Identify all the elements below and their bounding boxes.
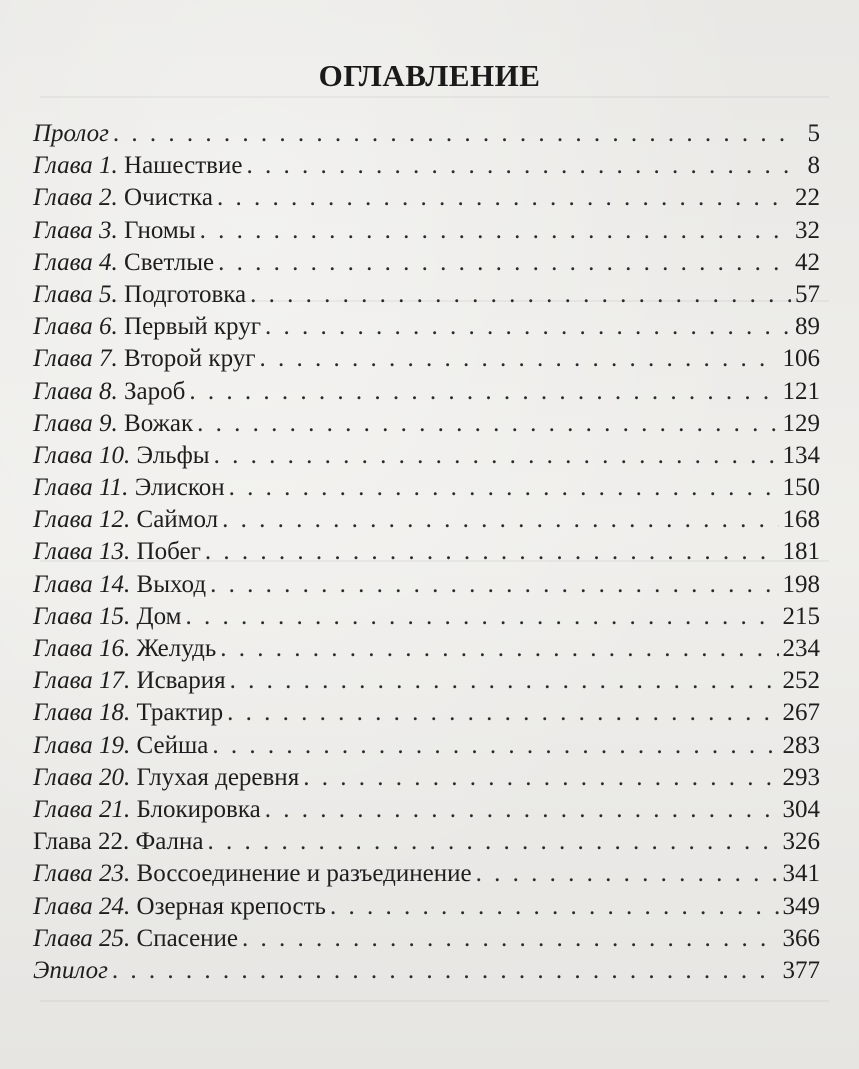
toc-entry-title xyxy=(33,826,204,858)
chapter-name: Светлые xyxy=(124,248,215,276)
dot-leader xyxy=(214,440,779,472)
page-number: 8 xyxy=(807,152,820,180)
dot-leader xyxy=(189,376,778,408)
table-of-contents xyxy=(33,118,820,987)
dot-leader xyxy=(242,923,778,955)
page-number: 349 xyxy=(782,892,820,920)
toc-entry-title xyxy=(33,311,261,343)
toc-entry-title xyxy=(33,118,109,150)
toc-entry xyxy=(33,826,820,858)
toc-entry xyxy=(33,923,820,955)
bleed-through-line xyxy=(40,96,829,98)
page-number: 129 xyxy=(782,409,820,437)
dot-leader xyxy=(212,730,778,762)
page-number: 168 xyxy=(782,506,820,534)
chapter-label: Глава 13. xyxy=(33,538,131,566)
toc-entry xyxy=(33,697,820,729)
toc-entry xyxy=(33,601,820,633)
toc-entry-title xyxy=(33,730,208,762)
chapter-name: Сейша xyxy=(136,731,209,759)
chapter-label: Глава 15. xyxy=(33,602,131,630)
toc-entry-title xyxy=(33,215,196,247)
chapter-name: Глухая деревня xyxy=(136,763,300,791)
toc-entry xyxy=(33,247,820,279)
page-number: 106 xyxy=(782,345,820,373)
chapter-label: Глава 17. xyxy=(33,667,131,695)
dot-leader xyxy=(112,955,779,987)
toc-entry-title xyxy=(33,762,299,794)
dot-leader xyxy=(230,665,779,697)
chapter-label: Глава 10. xyxy=(33,441,131,469)
chapter-name: Очистка xyxy=(124,184,213,212)
page-number: 293 xyxy=(782,763,820,791)
toc-entry-title xyxy=(33,697,223,729)
chapter-name: Эльфы xyxy=(136,441,210,469)
toc-entry xyxy=(33,891,820,923)
chapter-name: Зароб xyxy=(124,377,186,405)
toc-entry xyxy=(33,440,820,472)
dot-leader xyxy=(210,569,778,601)
toc-entry xyxy=(33,730,820,762)
toc-entry-title xyxy=(33,440,210,472)
page-number: 304 xyxy=(782,795,820,823)
chapter-name: Второй круг xyxy=(124,345,256,373)
toc-entry xyxy=(33,536,820,568)
toc-entry-title xyxy=(33,504,218,536)
dot-leader xyxy=(205,536,779,568)
chapter-label: Глава 7. xyxy=(33,345,118,373)
page-number: 22 xyxy=(795,184,820,212)
page-number: 366 xyxy=(782,924,820,952)
toc-entry-title xyxy=(33,182,213,214)
chapter-name: Спасение xyxy=(136,924,239,952)
chapter-name: Блокировка xyxy=(136,795,261,823)
chapter-name: Подготовка xyxy=(124,280,247,308)
dot-leader xyxy=(246,150,796,182)
chapter-label: Глава 19. xyxy=(33,731,131,759)
chapter-label: Глава 22. xyxy=(33,828,130,856)
page-number: 267 xyxy=(782,699,820,727)
bleed-through-line xyxy=(40,1000,829,1002)
chapter-name: Побег xyxy=(136,538,201,566)
chapter-label: Глава 20. xyxy=(33,763,131,791)
chapter-name: Желудь xyxy=(136,635,217,662)
chapter-label: Глава 23. xyxy=(33,860,131,888)
chapter-name: Фална xyxy=(135,828,204,856)
dot-leader xyxy=(229,472,779,504)
page-number: 5 xyxy=(807,120,820,147)
chapter-label: Глава 18. xyxy=(33,699,131,727)
page-number: 134 xyxy=(782,441,820,469)
dot-leader xyxy=(250,279,791,311)
chapter-label: Глава 12. xyxy=(33,506,131,534)
chapter-name: Элискон xyxy=(134,474,225,502)
chapter-name: Воссоединение и разъединение xyxy=(136,860,472,888)
page-number: 377 xyxy=(782,956,820,984)
toc-entry xyxy=(33,472,820,504)
chapter-name: Саймол xyxy=(136,506,219,534)
chapter-label: Глава 11. xyxy=(33,474,129,502)
chapter-label: Глава 3. xyxy=(33,216,118,244)
dot-leader xyxy=(217,182,791,214)
toc-entry-title xyxy=(33,601,181,633)
page-number: 181 xyxy=(782,538,820,566)
chapter-label: Глава 21. xyxy=(33,795,131,823)
toc-entry-title xyxy=(33,665,226,697)
page-number: 341 xyxy=(782,860,820,888)
dot-leader xyxy=(265,794,779,826)
toc-entry xyxy=(33,955,820,987)
toc-entry xyxy=(33,633,820,665)
dot-leader xyxy=(113,118,796,150)
toc-entry xyxy=(33,794,820,826)
toc-entry xyxy=(33,762,820,794)
toc-entry-title xyxy=(33,923,238,955)
chapter-name: Исвария xyxy=(136,667,226,695)
chapter-name: Дом xyxy=(136,602,182,630)
page-number: 215 xyxy=(782,602,820,630)
page-number: 32 xyxy=(795,216,820,244)
dot-leader xyxy=(476,858,779,890)
dot-leader xyxy=(208,826,779,858)
toc-entry-title xyxy=(33,569,206,601)
chapter-label: Глава 25. xyxy=(33,924,131,952)
chapter-label: Глава 5. xyxy=(33,280,118,308)
chapter-label: Глава 4. xyxy=(33,248,118,276)
dot-leader xyxy=(218,247,791,279)
chapter-name: Нашествие xyxy=(124,152,243,180)
toc-entry-title xyxy=(33,891,326,923)
page-number: 198 xyxy=(782,570,820,598)
toc-entry xyxy=(33,504,820,536)
page-number: 121 xyxy=(782,377,820,405)
chapter-name: Озерная крепость xyxy=(136,892,326,920)
chapter-label: Глава 2. xyxy=(33,184,118,212)
toc-entry xyxy=(33,569,820,601)
chapter-label: Глава 8. xyxy=(33,377,118,405)
dot-leader xyxy=(303,762,778,794)
page-number: 252 xyxy=(782,667,820,695)
chapter-label: Пролог xyxy=(33,120,109,147)
toc-entry-title xyxy=(33,633,216,665)
chapter-name: Гномы xyxy=(124,216,196,244)
dot-leader xyxy=(197,408,778,440)
dot-leader xyxy=(227,697,778,729)
toc-entry-title xyxy=(33,858,472,890)
toc-entry xyxy=(33,408,820,440)
dot-leader xyxy=(185,601,778,633)
chapter-label: Эпилог xyxy=(33,956,108,984)
toc-entry xyxy=(33,215,820,247)
toc-entry xyxy=(33,665,820,697)
toc-entry xyxy=(33,150,820,182)
chapter-label: Глава 16. xyxy=(33,635,131,662)
chapter-label: Глава 9. xyxy=(33,409,118,437)
page-number: 89 xyxy=(795,313,820,341)
chapter-label: Глава 6. xyxy=(33,313,118,341)
toc-entry-title xyxy=(33,794,261,826)
chapter-name: Выход xyxy=(136,570,207,598)
page-number: 234 xyxy=(782,635,820,662)
toc-entry-title xyxy=(33,472,225,504)
page-number: 283 xyxy=(782,731,820,759)
toc-entry-title xyxy=(33,247,214,279)
dot-leader xyxy=(330,891,779,923)
page-number: 57 xyxy=(795,280,820,308)
dot-leader xyxy=(200,215,791,247)
dot-leader xyxy=(265,311,791,343)
toc-entry-title xyxy=(33,343,256,375)
toc-entry xyxy=(33,118,820,150)
dot-leader xyxy=(260,343,779,375)
toc-entry-title xyxy=(33,536,201,568)
toc-entry-title xyxy=(33,279,246,311)
page-number: 42 xyxy=(795,248,820,276)
toc-entry xyxy=(33,182,820,214)
toc-entry xyxy=(33,343,820,375)
toc-entry-title xyxy=(33,408,193,440)
dot-leader xyxy=(222,504,778,536)
chapter-label: Глава 24. xyxy=(33,892,131,920)
chapter-name: Трактир xyxy=(136,699,224,727)
chapter-name: Первый круг xyxy=(124,313,261,341)
toc-entry xyxy=(33,858,820,890)
page-number: 326 xyxy=(782,828,820,856)
page-number: 150 xyxy=(782,474,820,502)
chapter-label: Глава 1. xyxy=(33,152,118,180)
page-title: ОГЛАВЛЕНИЕ xyxy=(318,58,541,93)
chapter-name: Вожак xyxy=(124,409,194,437)
toc-entry-title xyxy=(33,150,242,182)
dot-leader xyxy=(220,633,778,665)
toc-entry-title xyxy=(33,955,108,987)
toc-entry-title xyxy=(33,376,185,408)
toc-entry xyxy=(33,376,820,408)
toc-entry xyxy=(33,279,820,311)
toc-entry xyxy=(33,311,820,343)
chapter-label: Глава 14. xyxy=(33,570,131,598)
